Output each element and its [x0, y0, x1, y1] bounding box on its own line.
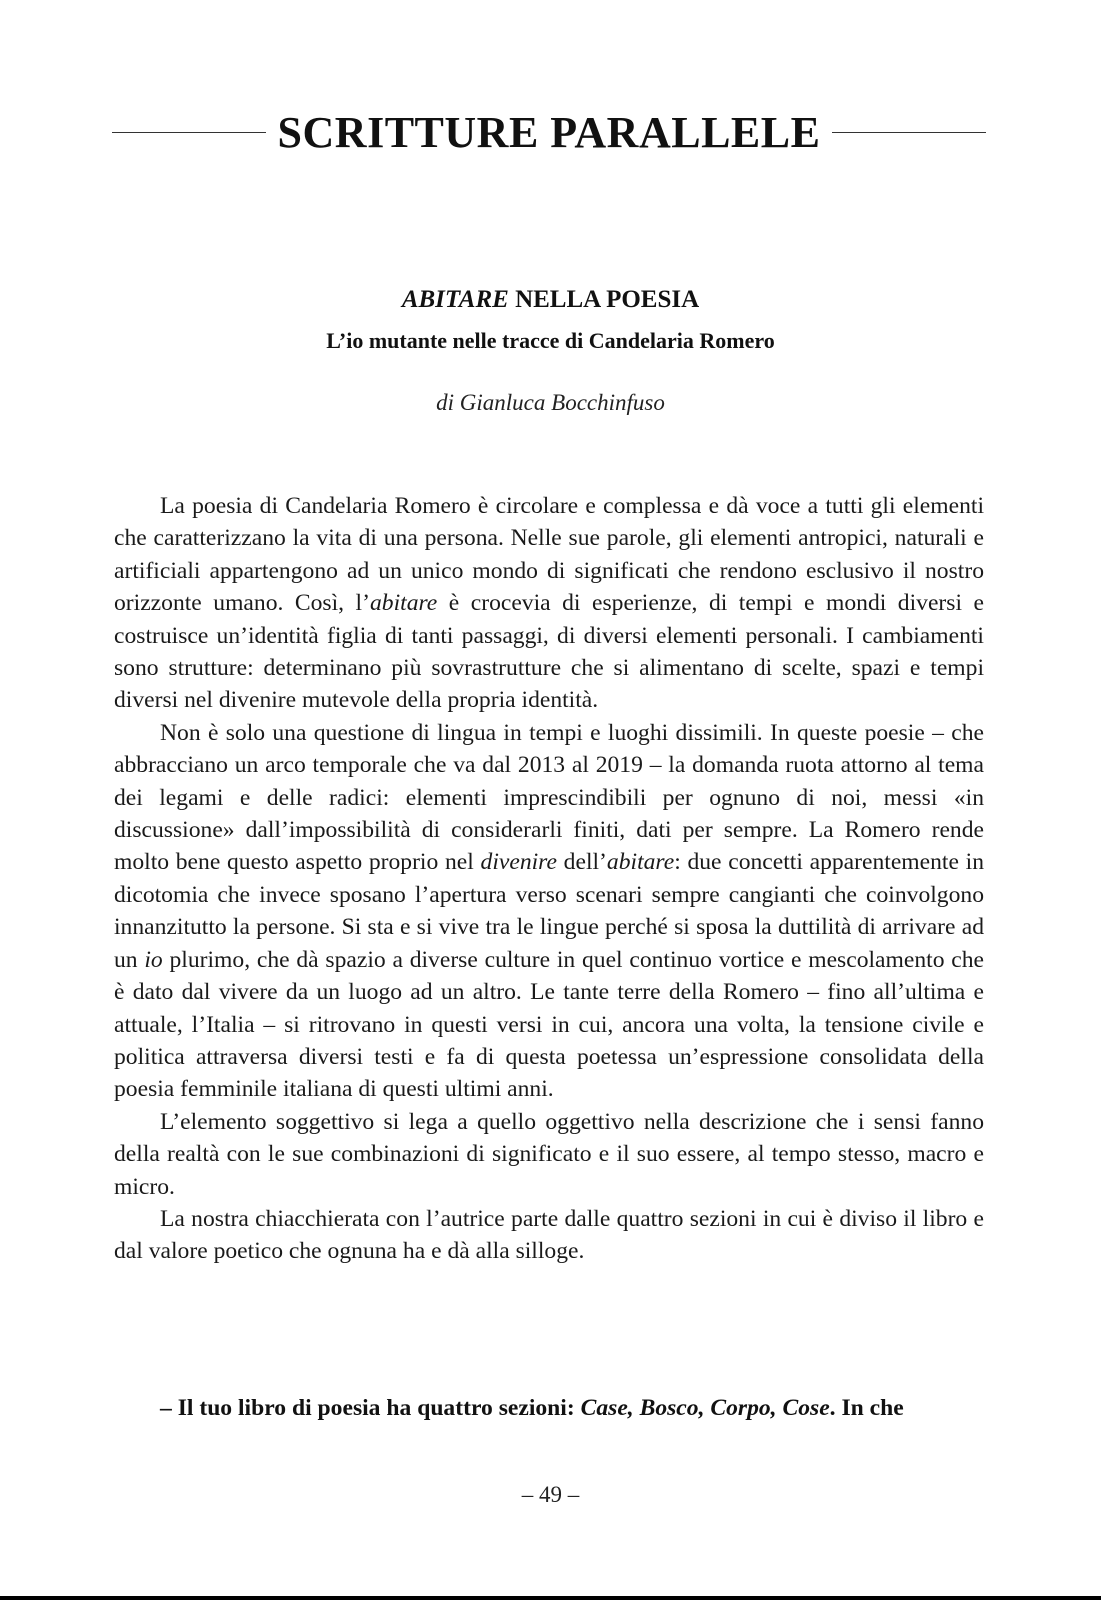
paragraph-1-text-end: è crocevia di esperienze, di tempi e mondi diversi e costruisce un’identità figlia di tanti passaggi, di diversi elementi personali. I cambiamenti sono strutture: determinano più sovrastrutture che si alimentano di scelte, spazi e tempi diversi nel divenire mutevole della propria identità.: [114, 590, 984, 714]
paragraph-4: La nostra chiacchierata con l’autrice parte dalle quattro sezioni in cui è diviso il libro e dal valore poetico che ognuna ha e dà alla silloge.: [114, 1205, 984, 1265]
page-number: – 49 –: [521, 1482, 580, 1507]
bottom-border: [0, 1596, 1101, 1600]
paragraph-2-text-c: : due concetti apparentemente in dicotomia che invece sposano l’apertura verso scenari sempre cangianti che coinvolgono innanzitutto la persone. Si sta e si vive tra le lingue perché si sposa la duttilità di arrivare ad un: [114, 849, 984, 973]
article-body: [114, 490, 984, 1268]
paragraph-3: L’elemento soggettivo si lega a quello oggettivo nella descrizione che i sensi fanno della realtà con le sue combinazioni di significato e il suo essere, al tempo stesso, macro e micro.: [114, 1108, 984, 1200]
article-title-italic: ABITARE: [401, 286, 509, 313]
paragraph-2: [114, 717, 984, 1106]
paragraph-1: [114, 490, 984, 717]
paragraph-2-text-b: dell’: [556, 849, 607, 876]
paragraph-2-emphasis-2: abitare: [606, 849, 675, 876]
paragraph-2-emphasis-3: io: [144, 946, 163, 973]
section-header: [112, 104, 986, 160]
question-lead: – Il tuo libro di poesia ha quattro sezioni:: [160, 1395, 581, 1421]
paragraph-2-emphasis-1: divenire: [480, 849, 557, 876]
question-tail: . In che: [829, 1395, 904, 1421]
right-rule: [832, 132, 986, 133]
article-subtitle: L’io mutante nelle tracce di Candelaria Romero: [326, 328, 775, 353]
paragraph-1-emphasis: abitare: [369, 590, 438, 617]
paragraph-2-text-d: plurimo, che dà spazio a diverse culture in quel continuo vortice e mescolamento che è dato dal vivere da un luogo ad un altro. Le tante terre della Romero – fino all’ultima e attuale, l’Italia – si ritrovano in questi versi in cui, ancora una volta, la tensione civile e politica attraversa diversi testi e fa di questa poetessa un’espressione consolidata della poesia femminile italiana di questi ultimi anni.: [114, 946, 984, 1103]
article-title-rest: NELLA POESIA: [508, 286, 700, 313]
question-sections: Case, Bosco, Corpo, Cose: [580, 1395, 830, 1421]
interview-question: [114, 1392, 984, 1424]
section-title: SCRITTURE PARALLELE: [277, 107, 821, 157]
paragraph-1-text: La poesia di Candelaria Romero è circolare e complessa e dà voce a tutti gli elementi che caratterizzano la vita di una persona. Nelle sue parole, gli elementi antropici, naturali e artificiali appartengono ad un unico mondo di significati che rendono esclusivo il nostro orizzonte umano. Così, l’: [114, 493, 984, 617]
article-author: di Gianluca Bocchinfuso: [436, 390, 665, 415]
left-rule: [112, 132, 266, 133]
paragraph-2-text-a: Non è solo una questione di lingua in tempi e luoghi dissimili. In queste poesie – che abbracciano un arco temporale che va dal 2013 al 2019 – la domanda ruota attorno al tema dei legami e delle radici: elementi imprescindibili per ognuno di noi, messi «in discussione» dall’impossibilità di considerarli finiti, dati per sempre. La Romero rende molto bene questo aspetto proprio nel: [114, 719, 984, 876]
article-title: [0, 286, 1101, 314]
